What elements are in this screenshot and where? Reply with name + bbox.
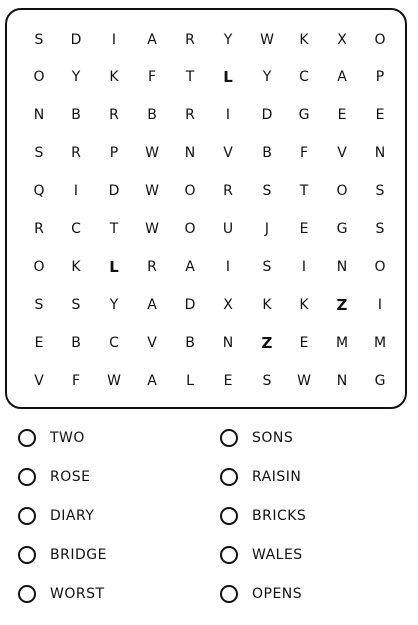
grid-letter[interactable]: A (185, 259, 195, 275)
grid-letter[interactable]: S (262, 259, 272, 275)
grid-letter[interactable]: I (377, 297, 383, 313)
grid-letter[interactable]: S (34, 145, 44, 161)
grid-letter[interactable]: N (336, 373, 348, 389)
word-label: TWO (50, 430, 85, 446)
grid-letter[interactable]: K (109, 69, 119, 85)
word-label: DIARY (50, 508, 95, 524)
grid-letter[interactable]: W (145, 183, 159, 199)
grid-letter[interactable]: D (184, 297, 196, 313)
grid-letter[interactable]: K (299, 32, 309, 48)
grid-letter[interactable]: B (262, 145, 272, 161)
grid-letter[interactable]: F (71, 373, 81, 389)
word-label: BRICKS (252, 508, 307, 524)
grid-letter[interactable]: Z (336, 296, 348, 314)
word-item[interactable] (18, 503, 94, 529)
grid-letter[interactable]: M (373, 335, 387, 351)
grid-letter[interactable]: D (70, 32, 82, 48)
grid-letter[interactable]: I (111, 32, 117, 48)
word-item[interactable] (18, 464, 90, 490)
grid-letter[interactable]: Y (262, 69, 272, 85)
grid-letter[interactable]: R (223, 183, 233, 199)
word-label: OPENS (252, 586, 303, 602)
grid-letter[interactable]: T (299, 183, 309, 199)
grid-letter[interactable]: S (34, 297, 44, 313)
grid-letter[interactable]: N (336, 259, 348, 275)
grid-letter[interactable]: W (107, 373, 121, 389)
grid-letter[interactable]: G (374, 373, 386, 389)
grid-letter[interactable]: V (34, 373, 44, 389)
grid-letter[interactable]: E (299, 335, 309, 351)
grid-letter[interactable]: I (225, 259, 231, 275)
grid-letter[interactable]: W (145, 145, 159, 161)
grid-letter[interactable]: K (262, 297, 272, 313)
word-label: ROSE (50, 469, 91, 485)
word-checkbox-circle[interactable] (18, 585, 36, 603)
word-checkbox-circle[interactable] (220, 585, 238, 603)
word-item[interactable] (18, 425, 85, 451)
grid-letter[interactable]: O (374, 259, 386, 275)
grid-letter[interactable]: X (223, 297, 233, 313)
grid-letter[interactable]: E (223, 373, 233, 389)
grid-letter[interactable]: S (262, 373, 272, 389)
grid-letter[interactable]: O (33, 259, 45, 275)
word-label: BRIDGE (50, 547, 107, 563)
grid-letter[interactable]: N (222, 335, 234, 351)
word-list (0, 418, 418, 618)
grid-letter[interactable]: Y (71, 69, 81, 85)
grid-letter[interactable]: X (337, 32, 347, 48)
grid-letter[interactable]: N (374, 145, 386, 161)
word-checkbox-circle[interactable] (18, 507, 36, 525)
grid-letter[interactable]: E (34, 335, 44, 351)
grid-letter[interactable]: O (184, 221, 196, 237)
word-checkbox-circle[interactable] (220, 546, 238, 564)
word-label: WORST (50, 586, 105, 602)
grid-letter[interactable]: O (33, 69, 45, 85)
word-item[interactable] (220, 464, 301, 490)
grid-letter[interactable]: I (73, 183, 79, 199)
grid-letter[interactable]: B (185, 335, 195, 351)
grid-letter[interactable]: T (109, 221, 119, 237)
grid-letter[interactable]: L (223, 68, 233, 86)
grid-letter[interactable]: A (337, 69, 347, 85)
grid-letter[interactable]: R (34, 221, 44, 237)
grid-letter[interactable]: S (262, 183, 272, 199)
grid-letter[interactable]: V (147, 335, 157, 351)
grid-letter[interactable]: B (71, 335, 81, 351)
word-item[interactable] (220, 425, 293, 451)
grid-letter[interactable]: Y (223, 32, 233, 48)
grid-letter[interactable]: B (147, 107, 157, 123)
grid-letter[interactable]: T (185, 69, 195, 85)
grid-letter[interactable]: O (336, 183, 348, 199)
word-item[interactable] (18, 542, 107, 568)
word-item[interactable] (220, 581, 302, 607)
grid-letter[interactable]: B (71, 107, 81, 123)
grid-letter[interactable]: S (34, 32, 44, 48)
grid-letter[interactable]: L (109, 258, 119, 276)
grid-letter[interactable]: G (336, 221, 348, 237)
grid-letter[interactable]: K (71, 259, 81, 275)
word-item[interactable] (220, 503, 306, 529)
grid-letter[interactable]: Q (33, 183, 45, 199)
grid-letter[interactable]: Y (109, 297, 119, 313)
word-checkbox-circle[interactable] (220, 429, 238, 447)
grid-letter[interactable]: E (375, 107, 385, 123)
grid-letter[interactable]: Z (261, 334, 273, 352)
grid-letter[interactable]: O (184, 183, 196, 199)
grid-letter[interactable]: D (108, 183, 120, 199)
word-search-grid-frame (5, 8, 407, 409)
grid-letter[interactable]: R (185, 107, 195, 123)
grid-letter[interactable]: E (299, 221, 309, 237)
grid-letter[interactable]: W (145, 221, 159, 237)
grid-letter[interactable]: R (147, 259, 157, 275)
word-checkbox-circle[interactable] (220, 468, 238, 486)
grid-letter[interactable]: D (261, 107, 273, 123)
grid-letter[interactable]: G (298, 107, 310, 123)
word-checkbox-circle[interactable] (220, 507, 238, 525)
word-checkbox-circle[interactable] (18, 468, 36, 486)
grid-letter[interactable]: S (375, 183, 385, 199)
grid-letter[interactable]: O (374, 32, 386, 48)
grid-letter[interactable]: J (264, 221, 270, 237)
letter-grid (7, 10, 405, 407)
grid-letter[interactable]: F (299, 145, 309, 161)
grid-letter[interactable]: U (222, 221, 234, 237)
word-item[interactable] (220, 542, 303, 568)
grid-letter[interactable]: W (297, 373, 311, 389)
word-checkbox-circle[interactable] (18, 429, 36, 447)
grid-letter[interactable]: I (225, 107, 231, 123)
grid-letter[interactable]: R (185, 32, 195, 48)
grid-letter[interactable]: S (375, 221, 385, 237)
grid-letter[interactable]: C (299, 69, 309, 85)
grid-letter[interactable]: C (71, 221, 81, 237)
grid-letter[interactable]: R (71, 145, 81, 161)
grid-letter[interactable]: C (109, 335, 119, 351)
grid-letter[interactable]: N (33, 107, 45, 123)
grid-letter[interactable]: L (186, 373, 194, 389)
grid-letter[interactable]: A (147, 32, 157, 48)
word-item[interactable] (18, 581, 105, 607)
word-label: SONS (252, 430, 294, 446)
grid-letter[interactable]: V (223, 145, 233, 161)
grid-letter[interactable]: F (147, 69, 157, 85)
grid-letter[interactable]: W (260, 32, 274, 48)
word-label: WALES (252, 547, 303, 563)
grid-letter[interactable]: P (109, 145, 119, 161)
grid-letter[interactable]: P (375, 69, 385, 85)
word-checkbox-circle[interactable] (18, 546, 36, 564)
grid-letter[interactable]: A (147, 373, 157, 389)
grid-letter[interactable]: E (337, 107, 347, 123)
grid-letter[interactable]: I (301, 259, 307, 275)
grid-letter[interactable]: R (109, 107, 119, 123)
grid-letter[interactable]: A (147, 297, 157, 313)
grid-letter[interactable]: N (184, 145, 196, 161)
grid-letter[interactable]: S (71, 297, 81, 313)
grid-letter[interactable]: K (299, 297, 309, 313)
grid-letter[interactable]: M (335, 335, 349, 351)
grid-letter[interactable]: V (337, 145, 347, 161)
word-label: RAISIN (252, 469, 302, 485)
